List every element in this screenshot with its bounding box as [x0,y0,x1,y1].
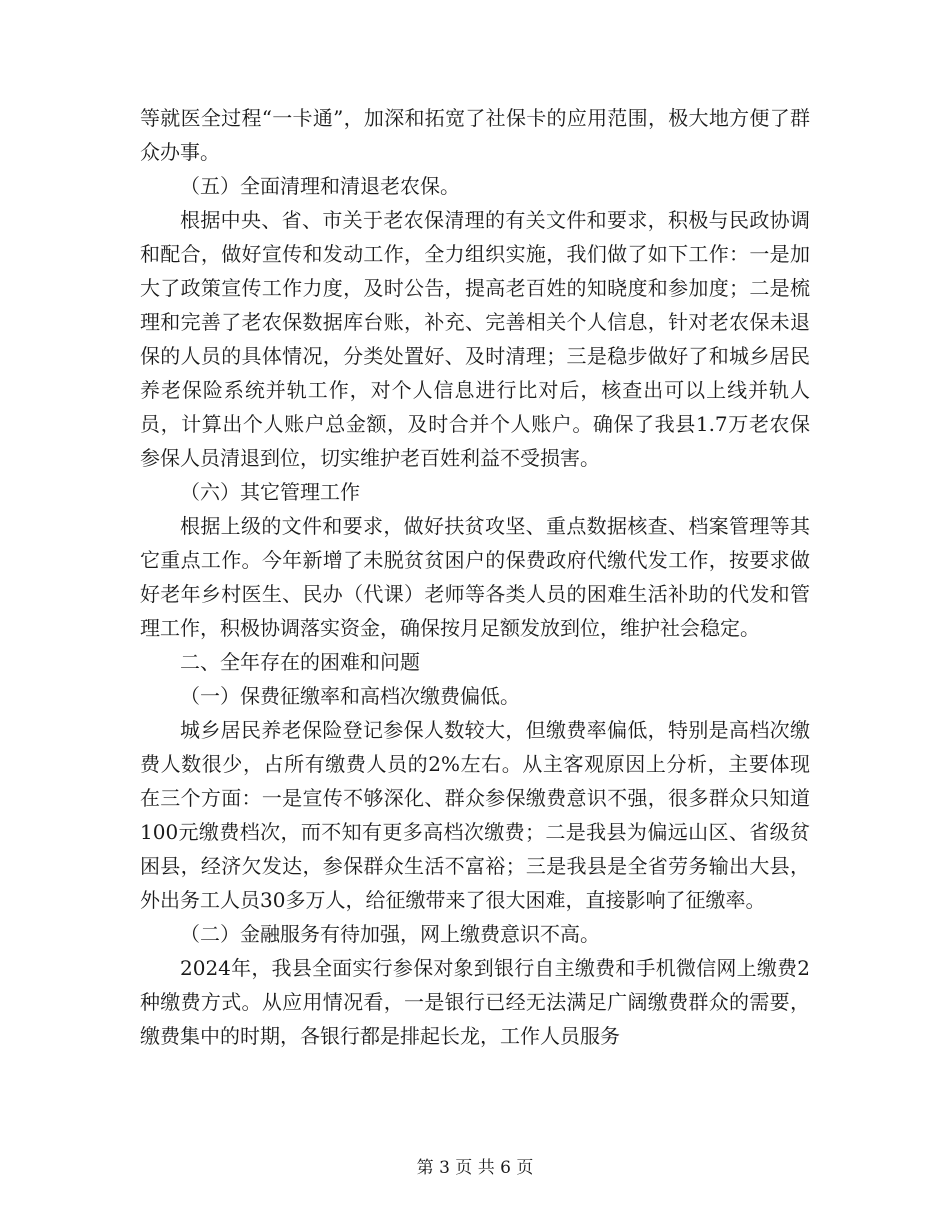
paragraph: 根据中央、省、市关于老农保清理的有关文件和要求，积极与民政协调和配合，做好宣传和发动工作，全力组织实施，我们做了如下工作：一是加大了政策宣传工作力度，及时公告，提高老百姓的知晓度和参加度；二是梳理和完善了老农保数据库台账，补充、完善相关个人信息，针对老农保未退保的人员的具体情况，分类处置好、及时清理；三是稳步做好了和城乡居民养老保险系统并轨工作，对个人信息进行比对后，核查出可以上线并轨人员，计算出个人账户总金额，及时合并个人账户。确保了我县1.7万老农保参保人员清退到位，切实维护老百姓利益不受损害。 [140,208,810,470]
section-heading: （一）保费征缴率和高档次缴费偏低。 [180,684,520,708]
section-heading: （五）全面清理和清退老农保。 [180,174,460,198]
paragraph: 根据上级的文件和要求，做好扶贫攻坚、重点数据核查、档案管理等其它重点工作。今年新增了未脱贫贫困户的保费政府代缴代发工作，按要求做好老年乡村医生、民办（代课）老师等各类人员的困难生活补助的代发和管理工作，积极协调落实资金，确保按月足额发放到位，维护社会稳定。 [140,514,810,640]
section-heading: （六）其它管理工作 [180,480,360,504]
paragraph: 等就医全过程“一卡通”，加深和拓宽了社保卡的应用范围，极大地方便了群众办事。 [140,106,810,164]
paragraph: 2024年，我县全面实行参保对象到银行自主缴费和手机微信网上缴费2种缴费方式。从应用情况看，一是银行已经无法满足广阔缴费群众的需要，缴费集中的时期，各银行都是排起长龙，工作人员服务 [140,956,810,1048]
document-body [140,101,810,1053]
section-heading: （二）金融服务有待加强，网上缴费意识不高。 [180,922,600,946]
chapter-heading: 二、全年存在的困难和问题 [180,650,420,674]
page-number-footer: 第 3 页 共 6 页 [416,1158,534,1178]
paragraph: 城乡居民养老保险登记参保人数较大，但缴费率偏低，特别是高档次缴费人数很少，占所有缴费人员的2%左右。从主客观原因上分析，主要体现在三个方面：一是宣传不够深化、群众参保缴费意识不强，很多群众只知道100元缴费档次，而不知有更多高档次缴费；二是我县为偏远山区、省级贫困县，经济欠发达，参保群众生活不富裕；三是我县是全省劳务输出大县，外出务工人员30多万人，给征缴带来了很大困难，直接影响了征缴率。 [140,718,810,912]
